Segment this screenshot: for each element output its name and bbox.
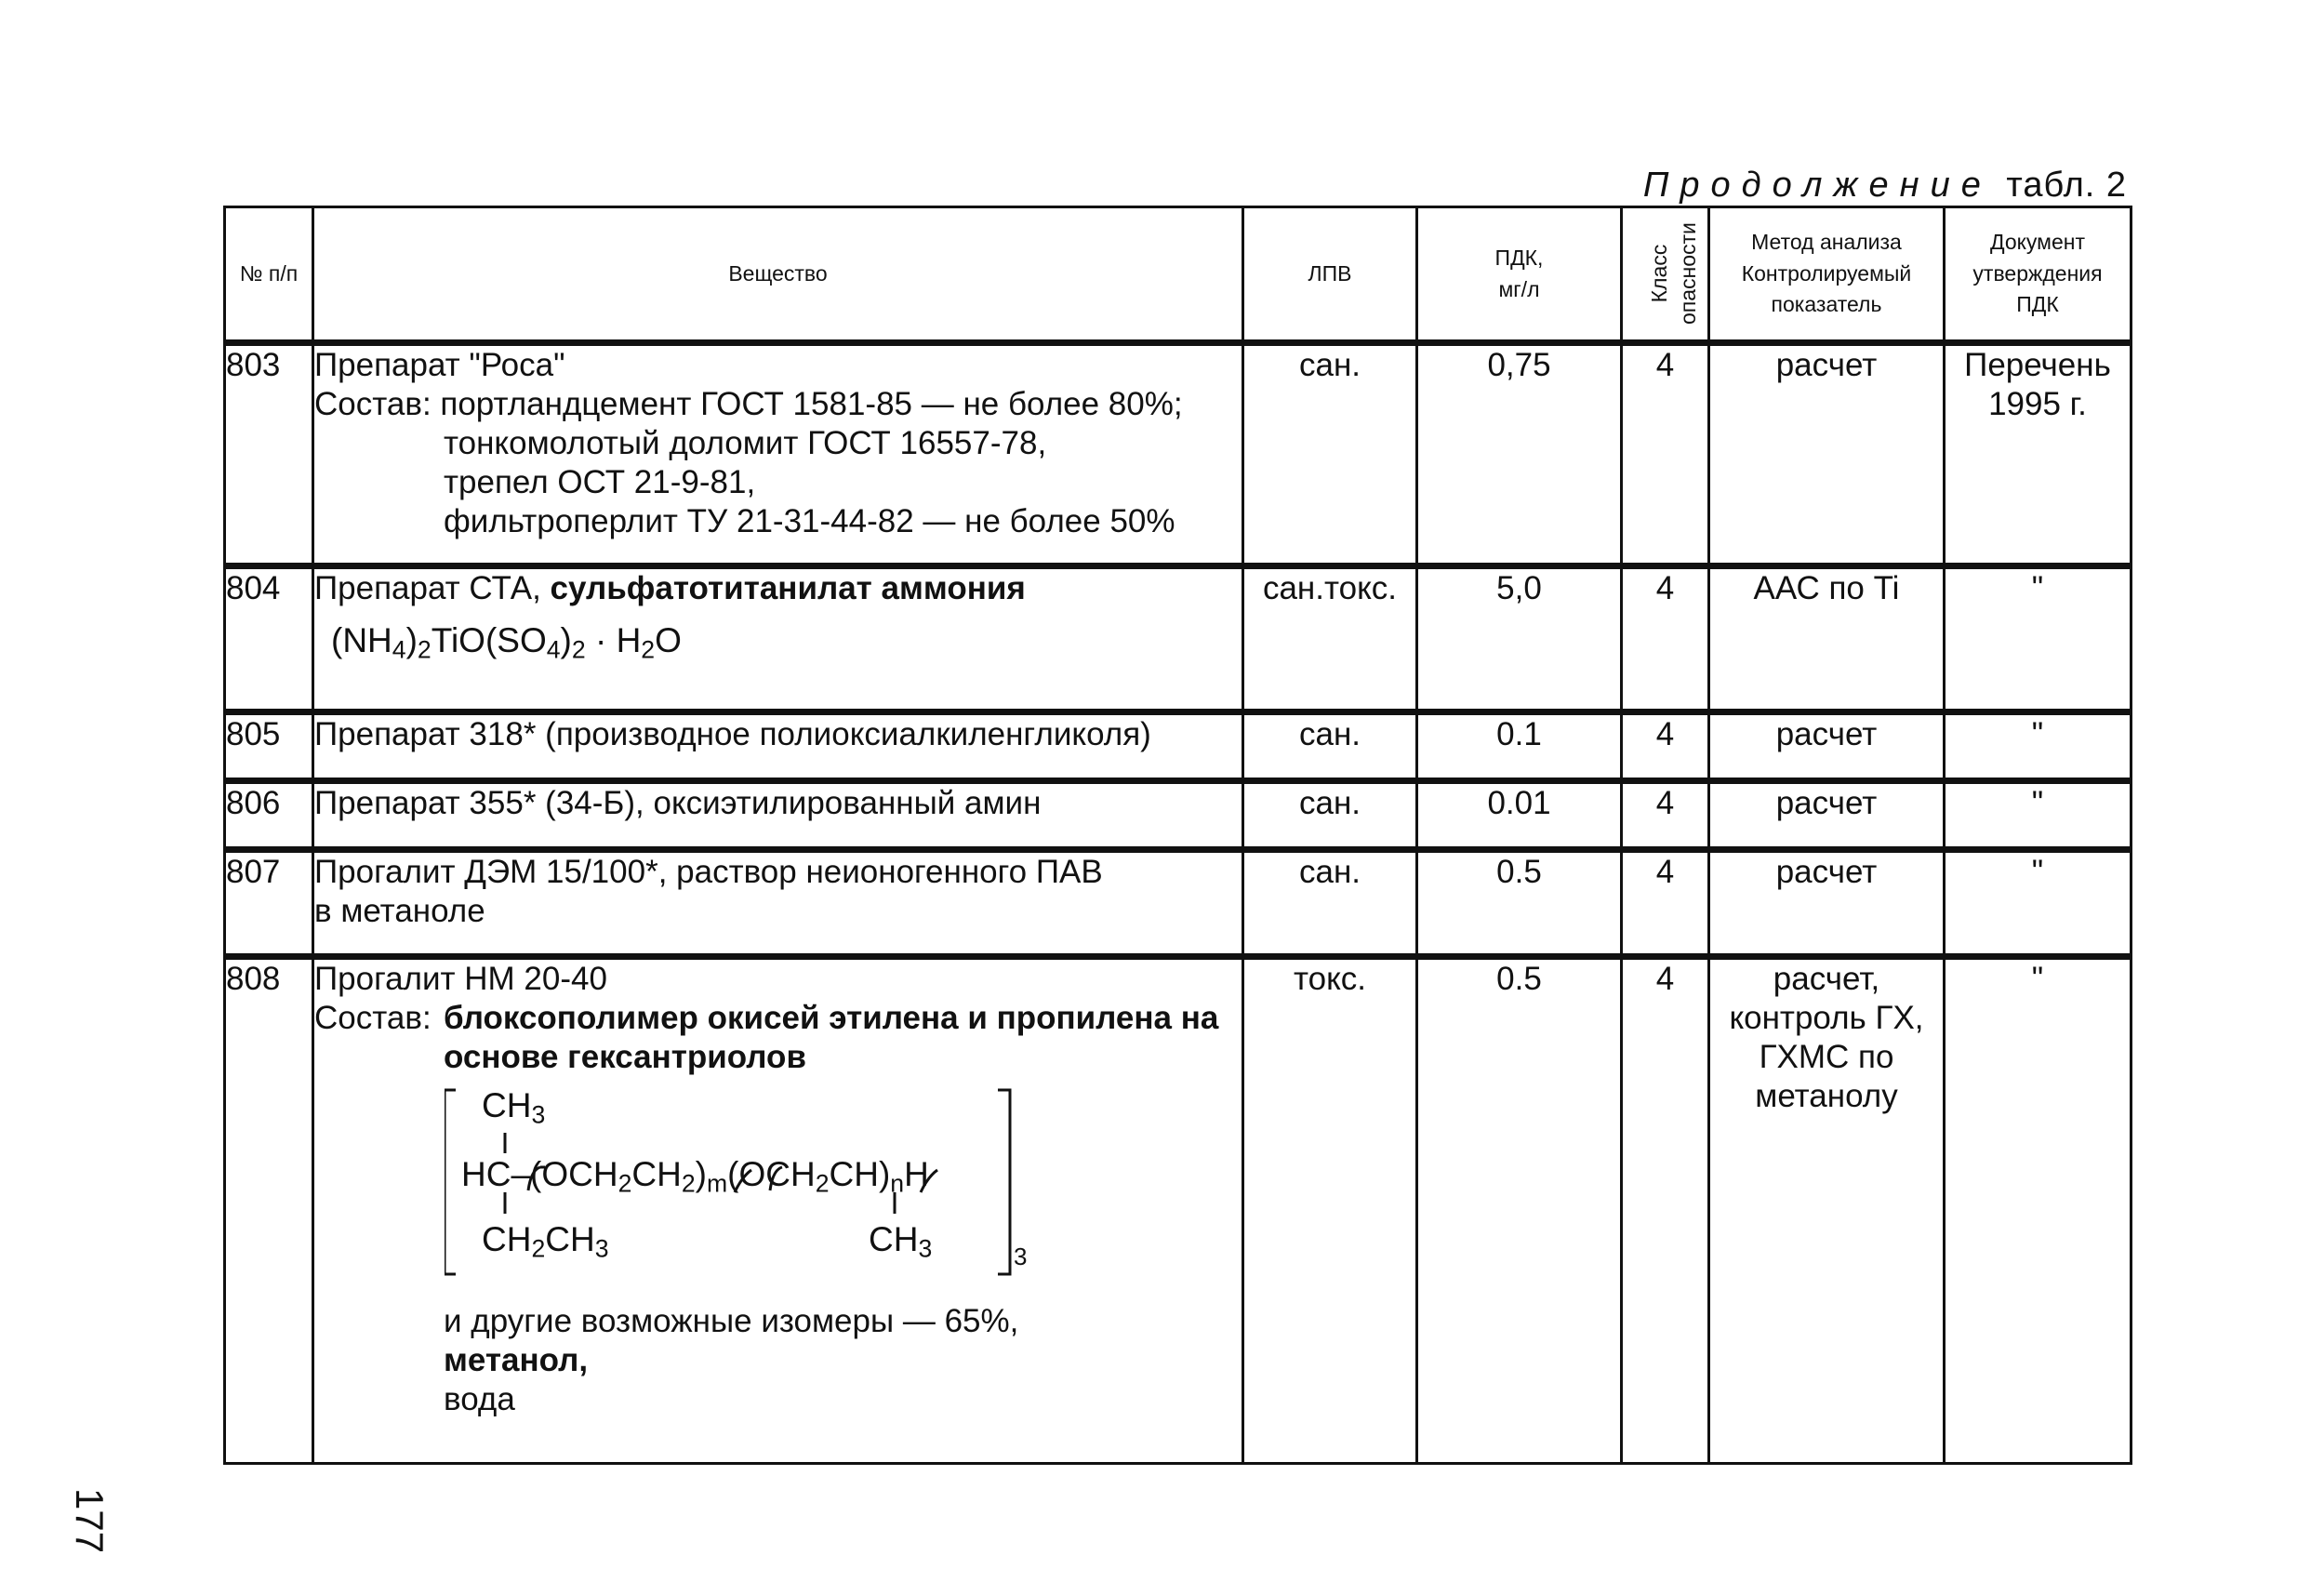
- method-cell: расчет: [1709, 343, 1945, 566]
- substance-cell: Препарат "Роса" Состав: портландцемент ГОСТ 1581-85 — не более 80%; тонкомолотый доломит ГОСТ 16557-78, трепел ОСТ 21-9-81, фильтроперлит ТУ 21-31-44-82 — не более 50%: [313, 343, 1243, 566]
- caption-continuation: Продолжение: [1642, 166, 1992, 205]
- class-cell: 4: [1622, 957, 1709, 1464]
- substance-cell: Препарат 355* (34-Б), оксиэтилированный амин: [313, 781, 1243, 850]
- lpv-cell: сан.: [1243, 343, 1417, 566]
- substances-table: [223, 206, 2132, 1465]
- header-pdk: ПДК, мг/л: [1417, 207, 1622, 343]
- table-row: [225, 957, 2131, 1464]
- row-number: 807: [225, 850, 313, 957]
- row-number: 804: [225, 566, 313, 712]
- class-cell: 4: [1622, 566, 1709, 712]
- header-lpv: ЛПВ: [1243, 207, 1417, 343]
- document-cell: ": [1945, 712, 2131, 781]
- page-number: 177: [68, 1488, 112, 1554]
- lpv-cell: токс.: [1243, 957, 1417, 1464]
- pdk-cell: 0.1: [1417, 712, 1622, 781]
- class-cell: 4: [1622, 850, 1709, 957]
- table-row: [225, 343, 2131, 566]
- document-cell: ": [1945, 850, 2131, 957]
- table-row: [225, 850, 2131, 957]
- substance-cell: Препарат СТА, сульфатотитанилат аммония $(NH_4)_2TiO(SO_4)_2 \cdot H_2O$: [313, 566, 1243, 712]
- document-cell: ": [1945, 566, 2131, 712]
- header-row: [225, 207, 2131, 343]
- document-cell: Перечень 1995 г.: [1945, 343, 2131, 566]
- pdk-cell: 0.5: [1417, 957, 1622, 1464]
- method-cell: расчет, контроль ГХ, ГХМС по метанолу: [1709, 957, 1945, 1464]
- pdk-cell: 0.01: [1417, 781, 1622, 850]
- lpv-cell: сан.: [1243, 781, 1417, 850]
- class-cell: 4: [1622, 712, 1709, 781]
- method-cell: расчет: [1709, 850, 1945, 957]
- table-row: [225, 781, 2131, 850]
- row-number: 808: [225, 957, 313, 1464]
- row-number: 805: [225, 712, 313, 781]
- table-row: [225, 566, 2131, 712]
- method-cell: ААС по Ti: [1709, 566, 1945, 712]
- structural-formula: $CH_3$ $HC-(OCH_2CH_2)_m(OCH_2CH)_nH$ $CH_2CH_3$ $CH_3$ 3: [445, 1088, 1040, 1283]
- table-caption: [1643, 166, 2127, 206]
- class-cell: 4: [1622, 781, 1709, 850]
- lpv-cell: сан.: [1243, 712, 1417, 781]
- table-row: [225, 712, 2131, 781]
- lpv-cell: сан.токс.: [1243, 566, 1417, 712]
- pdk-cell: 0,75: [1417, 343, 1622, 566]
- substance-cell: Прогалит НМ 20-40 Состав: блоксополимер окисей этилена и пропилена на основе гексантриолов $CH_3$ $HC-(OCH_2CH_2)_m(OCH_2CH)_nH$ $CH_2CH_3$ $CH_3$ 3 и другие возможные изомеры — 65%, метанол, вода: [313, 957, 1243, 1464]
- caption-table-ref: табл. 2: [2006, 166, 2127, 205]
- method-cell: расчет: [1709, 781, 1945, 850]
- header-hazard-class: Класс опасности: [1622, 207, 1709, 343]
- header-num: № п/п: [225, 207, 313, 343]
- class-cell: 4: [1622, 343, 1709, 566]
- pdk-cell: 5,0: [1417, 566, 1622, 712]
- row-number: 803: [225, 343, 313, 566]
- method-cell: расчет: [1709, 712, 1945, 781]
- lpv-cell: сан.: [1243, 850, 1417, 957]
- substance-cell: Прогалит ДЭМ 15/100*, раствор неионогенного ПАВ в метаноле: [313, 850, 1243, 957]
- substance-cell: Препарат 318* (производное полиоксиалкиленгликоля): [313, 712, 1243, 781]
- document-cell: ": [1945, 957, 2131, 1464]
- header-substance: Вещество: [313, 207, 1243, 343]
- header-document: Документ утверждения ПДК: [1945, 207, 2131, 343]
- row-number: 806: [225, 781, 313, 850]
- header-method: Метод анализа Контролируемый показатель: [1709, 207, 1945, 343]
- document-cell: ": [1945, 781, 2131, 850]
- chemical-formula: $(NH_4)_2TiO(SO_4)_2 \cdot H_2O$: [331, 621, 682, 664]
- pdk-cell: 0.5: [1417, 850, 1622, 957]
